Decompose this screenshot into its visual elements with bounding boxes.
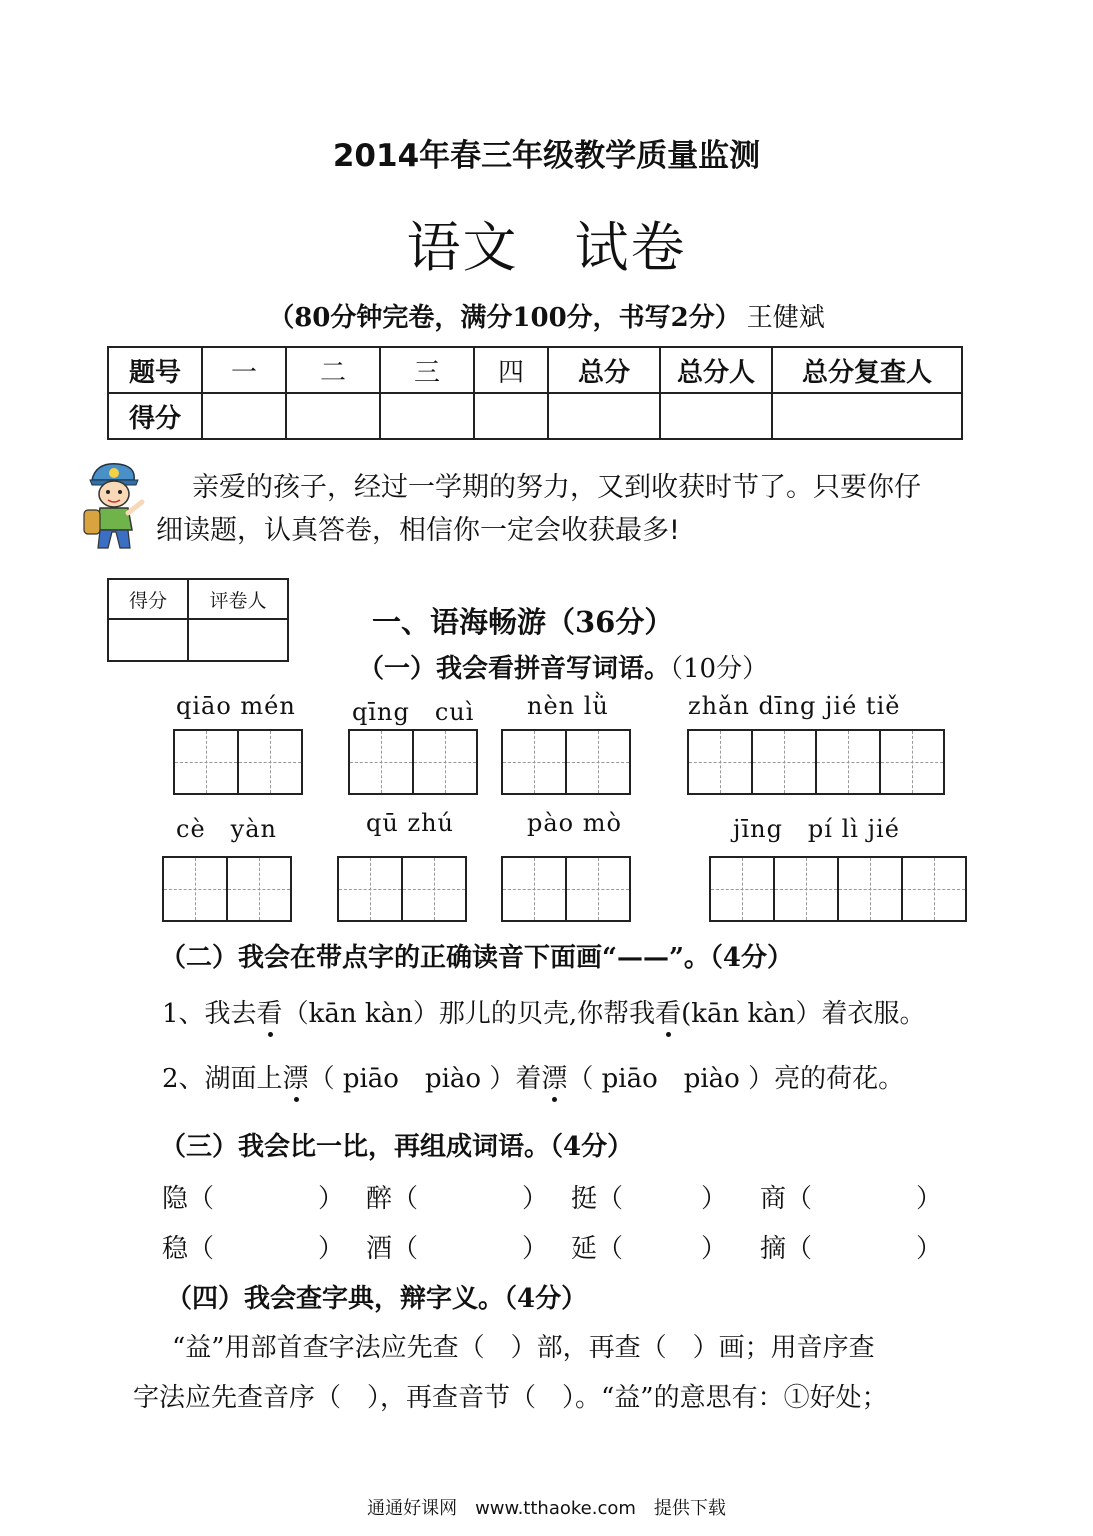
dotted-char: 看 [256,999,283,1029]
score-cell[interactable] [380,393,474,439]
pinyin-label: qiāo mén [176,692,296,720]
compare-word-blank[interactable]: 稳（ ） [162,1234,345,1264]
answer-boxes [337,856,465,922]
q2-text[interactable]: （ piāo piào ）着 [308,1064,542,1094]
compare-word-blank[interactable]: 延（ ） [571,1234,728,1264]
part3-title: （三）我会比一比，再组成词语。（4分） [160,1132,634,1162]
footer-watermark-text: 通通好课网 www.tthaoke.com 提供下载 [367,1498,726,1519]
grader-table-score-label: 得分 [108,579,188,619]
score-table-col-scorer: 总分人 [660,347,772,393]
writing-grid-cell[interactable] [879,729,945,795]
score-cell[interactable] [202,393,286,439]
pinyin-label: pào mò [527,809,622,837]
answer-boxes [501,729,629,795]
answer-boxes [501,856,629,922]
part4-line-2[interactable]: 字法应先查音序（ ），再查音节（ ）。“益”的意思有：①好处； [133,1383,888,1413]
score-cell[interactable] [548,393,660,439]
q1-text: 1、我去 [162,999,257,1029]
score-table-header-row [108,347,962,393]
answer-boxes [687,729,943,795]
writing-grid-cell[interactable] [162,856,228,922]
score-table-label-score: 得分 [108,393,202,439]
compare-word-blank[interactable]: 酒（ ） [366,1234,549,1264]
writing-grid-cell[interactable] [773,856,839,922]
compare-word-blank[interactable]: 醉（ ） [366,1184,549,1214]
q2-text[interactable]: （ piāo piào ）亮的荷花。 [567,1064,905,1094]
pinyin-label: zhǎn dīng jié tiě [688,692,901,720]
section1-title: 一、语海畅游（36分） [372,605,674,639]
writing-grid-cell[interactable] [173,729,239,795]
score-table-score-row [108,393,962,439]
score-table-col-total: 总分 [548,347,660,393]
score-cell[interactable] [660,393,772,439]
answer-boxes [173,729,301,795]
part1-title [358,648,768,685]
grader-table [107,578,289,662]
pinyin-label: jīng pí lì jié [733,815,900,843]
writing-grid-cell[interactable] [412,729,478,795]
part2-question-1 [162,993,926,1030]
writing-grid-cell[interactable] [815,729,881,795]
part4-line-1[interactable]: “益”用部首查字法应先查（ ）部，再查（ ）画；用音序查 [172,1333,875,1363]
exam-note-line [0,297,1093,334]
writing-grid-cell[interactable] [901,856,967,922]
part1-title-text: （一）我会看拼音写词语。 [358,654,671,684]
score-table-col-3: 三 [380,347,474,393]
writing-grid-cell[interactable] [565,729,631,795]
pinyin-label: cè yàn [176,815,277,843]
exam-time-note: （80分钟完卷，满分100分，书写2分） [268,303,741,333]
compare-word-blank[interactable]: 隐（ ） [162,1184,345,1214]
writing-grid-cell[interactable] [687,729,753,795]
writing-grid-cell[interactable] [565,856,631,922]
writing-grid-cell[interactable] [337,856,403,922]
writing-grid-cell[interactable] [501,729,567,795]
score-cell[interactable] [286,393,380,439]
part2-title: （二）我会在带点字的正确读音下面画“——”。（4分） [160,943,794,973]
pinyin-label: nèn lǜ [527,692,609,720]
grader-table-grader-label: 评卷人 [188,579,288,619]
pinyin-label: qīng cuì [352,698,475,726]
exam-main-title: 语文 试卷 [406,216,687,279]
writing-grid-cell[interactable] [237,729,303,795]
q1-text[interactable]: (kān kàn）着衣服。 [681,999,926,1029]
score-table [107,346,963,440]
score-cell[interactable] [772,393,962,439]
part1-points: （10分） [670,654,769,684]
score-table-col-1: 一 [202,347,286,393]
writing-grid-cell[interactable] [501,856,567,922]
answer-boxes [348,729,476,795]
exam-year-title: 2014年春三年级教学质量监测 [332,138,761,174]
answer-boxes [162,856,290,922]
writing-grid-cell[interactable] [837,856,903,922]
writing-grid-cell[interactable] [348,729,414,795]
score-table-col-2: 二 [286,347,380,393]
author-name: 王健斌 [746,303,825,333]
compare-word-blank[interactable]: 商（ ） [760,1184,943,1214]
q1-text[interactable]: （kān kàn）那儿的贝壳,你帮我 [282,999,656,1029]
compare-word-blank[interactable]: 挺（ ） [571,1184,728,1214]
intro-line-1: 亲爱的孩子，经过一学期的努力，又到收获时节了。只要你仔 [192,472,921,503]
writing-grid-cell[interactable] [751,729,817,795]
score-table-col-4: 四 [474,347,548,393]
q2-text: 2、湖面上 [162,1064,283,1094]
score-cell[interactable] [474,393,548,439]
score-table-label-question: 题号 [108,347,202,393]
part2-question-2 [162,1058,904,1095]
grader-name-cell[interactable] [188,619,288,661]
writing-grid-cell[interactable] [226,856,292,922]
dotted-char: 看 [655,999,682,1029]
writing-grid-cell[interactable] [401,856,467,922]
dotted-char: 漂 [541,1064,568,1094]
compare-word-blank[interactable]: 摘（ ） [760,1234,943,1264]
score-table-col-reviewer: 总分复查人 [772,347,962,393]
dotted-char: 漂 [282,1064,309,1094]
grader-score-cell[interactable] [108,619,188,661]
intro-line-2: 细读题，认真答卷，相信你一定会收获最多! [156,515,680,546]
answer-boxes [709,856,965,922]
writing-grid-cell[interactable] [709,856,775,922]
intro-paragraph [156,466,986,552]
pinyin-label: qū zhú [366,809,455,837]
student-mascot-illustration [78,458,148,553]
part4-title: （四）我会查字典，辩字义。（4分） [166,1284,588,1314]
